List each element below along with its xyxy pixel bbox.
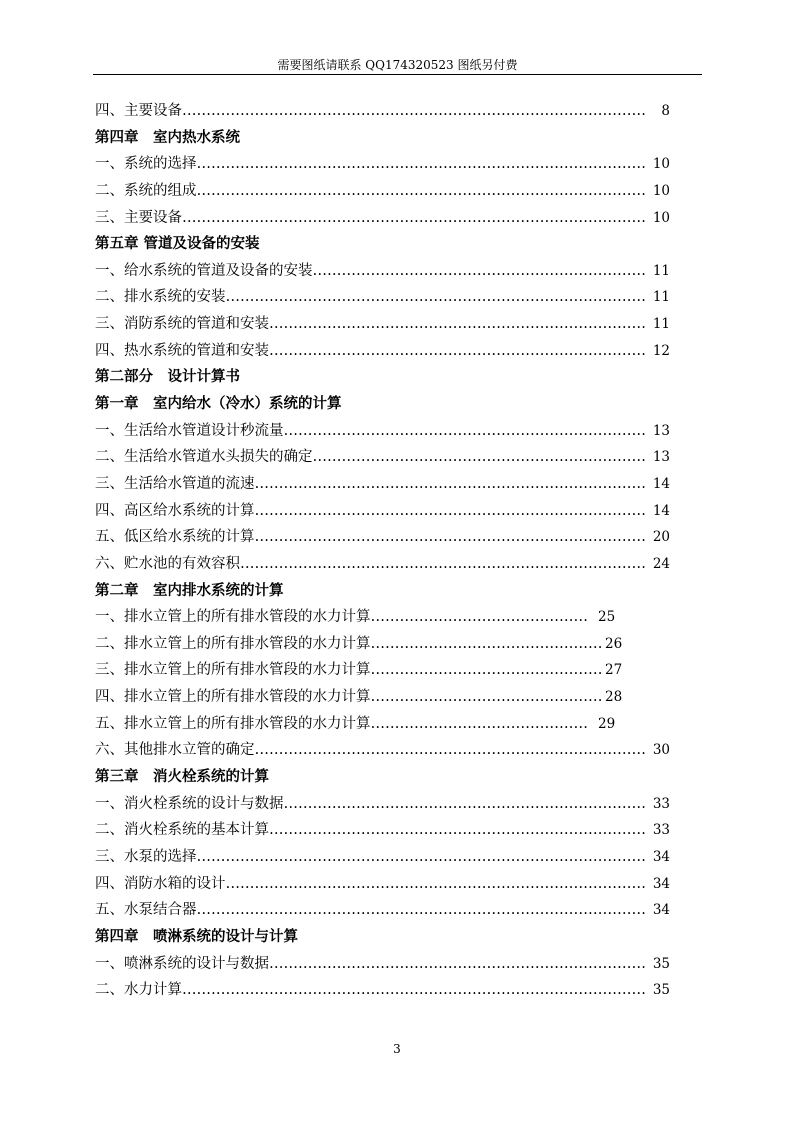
toc-heading: [95, 764, 675, 791]
toc-leader-dots: ……………………………………………………………………: [269, 822, 646, 839]
toc-entry: [95, 524, 675, 551]
toc-page-number: 11: [652, 262, 670, 279]
toc-page-number: 20: [652, 529, 670, 546]
toc-heading: [95, 125, 675, 152]
toc-title-text: 二、系统的组成: [95, 182, 197, 199]
toc-page-number: 10: [652, 209, 670, 226]
page-number: 3: [393, 1042, 401, 1056]
toc-page-number: 34: [652, 902, 670, 919]
toc-entry: [95, 737, 675, 764]
toc-title-text: 三、主要设备: [95, 209, 182, 226]
toc-page-number: 10: [652, 156, 670, 173]
toc-title-text: 二、生活给水管道水头损失的确定: [95, 449, 313, 466]
toc-leader-dots: ……………………………………………………………………………………: [182, 103, 646, 119]
toc-leader-dots: …………………………………………………………………………………: [196, 156, 646, 173]
toc-title-text: 二、消火栓系统的基本计算: [95, 822, 269, 839]
toc-entry: [95, 871, 675, 898]
toc-leader-dots: …………………………………………………………………: [283, 795, 646, 812]
toc-entry: [95, 631, 675, 658]
toc-page-number: 33: [652, 822, 670, 839]
page-footer: [0, 1042, 794, 1056]
toc-heading: [95, 364, 675, 391]
toc-title: [95, 471, 646, 497]
toc-page-number: 29: [598, 715, 616, 732]
toc-page-number: 24: [652, 555, 670, 572]
toc-leader-dots: ……………………………………………………………………………………: [182, 982, 646, 999]
toc-entry: [95, 657, 675, 684]
toc-page-number: 11: [652, 316, 670, 333]
toc-page-number: 28: [605, 689, 623, 706]
toc-leader-dots: ……………………………………………………………………………………: [182, 209, 646, 226]
toc-entry: [95, 205, 675, 232]
toc-title: [95, 551, 646, 577]
toc-title: [95, 631, 603, 657]
toc-page-number: 34: [652, 875, 670, 892]
toc-title-text: 一、系统的选择: [95, 156, 197, 173]
toc-entry: [95, 338, 675, 365]
toc-title: [95, 951, 646, 977]
toc-entry: [95, 977, 675, 1004]
toc-page-number: 14: [652, 502, 670, 519]
toc-leader-dots: ………………………………………: [370, 715, 588, 732]
toc-page-number: 11: [652, 289, 670, 306]
toc-leader-dots: …………………………………………………………………………………: [196, 182, 646, 199]
toc-leader-dots: …………………………………………: [370, 635, 603, 652]
toc-entry: [95, 711, 675, 738]
toc-entry: [95, 551, 675, 578]
toc-title-text: 二、水力计算: [95, 982, 182, 999]
toc-title: [95, 498, 646, 524]
toc-leader-dots: ………………………………………………………………………: [254, 502, 646, 519]
toc-title: [95, 817, 646, 843]
toc-title-text: 一、消火栓系统的设计与数据: [95, 795, 284, 812]
toc-title-text: 六、其他排水立管的确定: [95, 742, 255, 759]
toc-title-text: 四、高区给水系统的计算: [95, 502, 255, 519]
toc-title-text: 一、喷淋系统的设计与数据: [95, 955, 269, 972]
toc-leader-dots: …………………………………………: [370, 662, 603, 679]
toc-title-text: 六、贮水池的有效容积: [95, 555, 240, 572]
table-of-contents: [95, 98, 675, 1004]
toc-title: [95, 711, 588, 737]
toc-leader-dots: …………………………………………………………………: [283, 422, 646, 439]
toc-title-text: 第三章 消火栓系统的计算: [95, 768, 269, 786]
toc-entry: [95, 418, 675, 445]
toc-heading: [95, 231, 675, 258]
toc-title-text: 二、排水系统的安装: [95, 289, 226, 306]
toc-heading: [95, 391, 675, 418]
toc-leader-dots: ……………………………………………………………………: [269, 955, 646, 972]
toc-leader-dots: …………………………………………………………………………: [240, 555, 646, 572]
toc-entry: [95, 844, 675, 871]
toc-leader-dots: ……………………………………………………………………………: [225, 875, 646, 892]
toc-leader-dots: ……………………………………………………………: [312, 449, 646, 466]
toc-entry: [95, 604, 675, 631]
toc-title-text: 三、水泵的选择: [95, 848, 197, 865]
toc-title: [95, 524, 646, 550]
toc-title: [95, 178, 646, 204]
toc-page-number: 27: [605, 662, 623, 679]
toc-title-text: 四、热水系统的管道和安装: [95, 342, 269, 359]
toc-title: [95, 338, 646, 364]
toc-title-text: 第五章 管道及设备的安装: [95, 235, 260, 253]
toc-title: [95, 444, 646, 470]
toc-title: [95, 764, 269, 790]
toc-entry: [95, 951, 675, 978]
toc-leader-dots: ………………………………………………………………………: [254, 475, 646, 492]
toc-entry: [95, 471, 675, 498]
page-header: [93, 56, 702, 75]
toc-title-text: 第一章 室内给水（冷水）系统的计算: [95, 395, 342, 413]
toc-leader-dots: ………………………………………: [370, 609, 588, 626]
toc-leader-dots: ……………………………………………………………: [312, 262, 646, 279]
toc-title: [95, 231, 260, 257]
toc-title: [95, 977, 646, 1003]
toc-page-number: 12: [652, 342, 670, 359]
toc-title: [95, 897, 646, 923]
toc-title: [95, 791, 646, 817]
toc-title: [95, 205, 646, 231]
toc-title-text: 五、低区给水系统的计算: [95, 529, 255, 546]
toc-page-number: 13: [652, 422, 670, 439]
toc-entry: [95, 897, 675, 924]
toc-title: [95, 737, 646, 763]
toc-title: [95, 284, 646, 310]
toc-leader-dots: ……………………………………………………………………………: [225, 289, 646, 306]
toc-entry: [95, 284, 675, 311]
toc-page-number: 35: [652, 955, 670, 972]
toc-entry: [95, 791, 675, 818]
toc-entry: [95, 178, 675, 205]
toc-entry: [95, 444, 675, 471]
toc-title-text: 第二部分 设计计算书: [95, 368, 240, 386]
toc-title-text: 四、消防水箱的设计: [95, 875, 226, 892]
toc-title-text: 三、排水立管上的所有排水管段的水力计算: [95, 662, 371, 679]
toc-title: [95, 364, 240, 390]
header-text: 需要图纸请联系 QQ174320523 图纸另付费: [277, 58, 518, 72]
toc-title-text: 第四章 喷淋系统的设计与计算: [95, 927, 298, 945]
toc-title: [95, 604, 588, 630]
toc-title-text: 五、水泵结合器: [95, 902, 197, 919]
toc-page-number: 25: [598, 609, 616, 626]
toc-page-number: 35: [652, 982, 670, 999]
toc-title: [95, 871, 646, 897]
toc-entry: [95, 498, 675, 525]
toc-title-text: 二、排水立管上的所有排水管段的水力计算: [95, 635, 371, 652]
toc-page-number: 13: [652, 449, 670, 466]
toc-title-text: 五、排水立管上的所有排水管段的水力计算: [95, 715, 371, 732]
toc-heading: [95, 578, 675, 605]
toc-page-number: 30: [652, 742, 670, 759]
toc-title: [95, 98, 646, 124]
toc-title: [95, 311, 646, 337]
toc-title-text: 三、消防系统的管道和安装: [95, 316, 269, 333]
toc-entry: [95, 684, 675, 711]
toc-title: [95, 125, 240, 151]
toc-title: [95, 657, 603, 683]
toc-title: [95, 844, 646, 870]
toc-page-number: 26: [605, 635, 623, 652]
toc-leader-dots: …………………………………………: [370, 689, 603, 706]
toc-leader-dots: ………………………………………………………………………: [254, 529, 646, 546]
toc-title: [95, 391, 342, 417]
toc-entry: [95, 98, 675, 125]
toc-title-text: 一、排水立管上的所有排水管段的水力计算: [95, 609, 371, 626]
toc-title: [95, 924, 298, 950]
toc-title-text: 一、生活给水管道设计秒流量: [95, 422, 284, 439]
toc-entry: [95, 258, 675, 285]
toc-page-number: 8: [661, 103, 670, 119]
toc-heading: [95, 924, 675, 951]
toc-title-text: 四、排水立管上的所有排水管段的水力计算: [95, 689, 371, 706]
toc-title: [95, 578, 284, 604]
toc-title-text: 三、生活给水管道的流速: [95, 475, 255, 492]
toc-title-text: 第二章 室内排水系统的计算: [95, 581, 284, 599]
toc-title-text: 四、主要设备: [95, 103, 182, 119]
toc-page-number: 14: [652, 475, 670, 492]
toc-page-number: 33: [652, 795, 670, 812]
toc-leader-dots: ………………………………………………………………………: [254, 742, 646, 759]
toc-title-text: 第四章 室内热水系统: [95, 128, 240, 146]
toc-title: [95, 151, 646, 177]
toc-title: [95, 418, 646, 444]
toc-leader-dots: ……………………………………………………………………: [269, 342, 646, 359]
toc-leader-dots: …………………………………………………………………………………: [196, 902, 646, 919]
toc-entry: [95, 311, 675, 338]
toc-leader-dots: ……………………………………………………………………: [269, 316, 646, 333]
toc-title-text: 一、给水系统的管道及设备的安装: [95, 262, 313, 279]
toc-entry: [95, 817, 675, 844]
toc-entry: [95, 151, 675, 178]
toc-title: [95, 684, 603, 710]
toc-title: [95, 258, 646, 284]
toc-leader-dots: …………………………………………………………………………………: [196, 848, 646, 865]
toc-page-number: 34: [652, 848, 670, 865]
toc-page-number: 10: [652, 182, 670, 199]
